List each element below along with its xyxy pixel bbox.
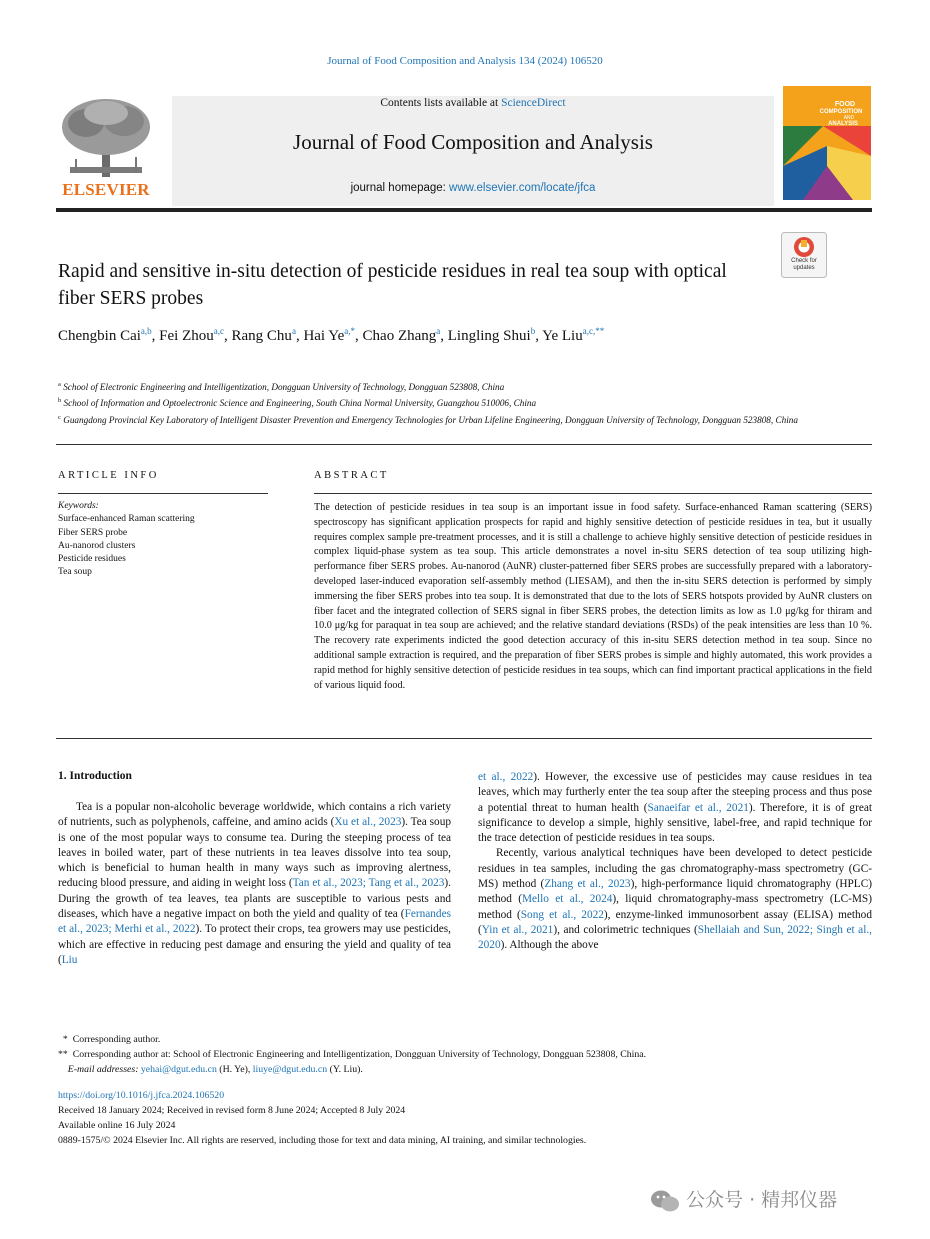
keywords-block <box>58 500 278 580</box>
cover-title-line-4: ANALYSIS <box>828 121 858 127</box>
publisher-name: ELSEVIER <box>62 180 150 199</box>
citation-link[interactable]: Song et al., 2022 <box>520 908 604 921</box>
citation-link[interactable]: et al., 2022 <box>478 771 534 783</box>
cover-title-line-1: FOOD <box>834 101 856 108</box>
wechat-watermark: 公众号 · 精邦仪器 <box>650 1185 910 1217</box>
abstract-rule <box>314 493 872 494</box>
author[interactable]: Chengbin Cai$^{a,b}$, <box>58 326 160 344</box>
article-info-rule <box>58 493 268 494</box>
doi-link[interactable]: https://doi.org/10.1016/j.jfca.2024.106520 <box>58 1090 225 1101</box>
journal-homepage: journal homepage: www.elsevier.com/locate/jfca <box>350 182 596 194</box>
keyword: Pesticide residues <box>58 554 126 565</box>
author[interactable]: Fei Zhou$^{a,c}$, <box>159 326 232 344</box>
paragraph: et al., 2022). However, the excessive use of pesticides may cause residues in tea leaves, which may furtherly enter the tea soup after the steeping process and thus pose a potential threat to human health (Sanaeifar et al., 2021). Therefore, it is of great significance to develop a simple, highly sensitive, label-free, and rapid technique for the trace detection of pesticide residues in tea soups. <box>478 771 873 845</box>
citation-link[interactable]: Xu et al., 2023 <box>334 816 402 829</box>
keyword: Au-nanorod clusters <box>58 540 136 551</box>
body-column-left <box>58 800 451 968</box>
sciencedirect-link[interactable]: ScienceDirect <box>501 97 566 109</box>
wechat-icon <box>650 1188 680 1214</box>
body-column-right <box>478 770 872 954</box>
header-divider <box>56 208 872 212</box>
contents-line: Contents lists available at ScienceDirect <box>380 97 566 109</box>
cover-title-line-3: AND <box>843 115 855 121</box>
received-dates: Received 18 January 2024; Received in revised form 8 June 2024; Accepted 8 July 2024 <box>58 1105 406 1116</box>
affiliation: $^c$ Guangdong Provincial Key Laboratory of Intelligent Disaster Prevention and Emergency Technologies for Urban Lifeline Engineering, Dongguan University of Technology, Dongguan 523808, China <box>58 413 798 425</box>
author[interactable]: Ye Liu$^{a,c,**}$ <box>542 326 605 344</box>
affiliations <box>58 378 858 427</box>
author-list <box>58 326 868 345</box>
keyword: Fiber SERS probe <box>58 527 128 538</box>
author[interactable]: Lingling Shui$^b$, <box>447 326 543 344</box>
footnote: ** Corresponding author at: School of Electronic Engineering and Intelligentization, Dongguan University of Technology, Dongguan 523808, China. <box>58 1049 647 1060</box>
journal-reference[interactable]: Journal of Food Composition and Analysis 134 (2024) 106520 <box>327 55 603 67</box>
author[interactable]: Chao Zhang$^a$, <box>362 326 448 344</box>
email-link[interactable]: liuye@dgut.edu.cn <box>252 1064 328 1075</box>
affiliation: $^a$ School of Electronic Engineering and Intelligentization, Dongguan University of Technology, Dongguan 523808, China <box>58 381 505 393</box>
section-divider <box>56 444 872 445</box>
citation-link[interactable]: Yin et al., 2021 <box>481 923 554 936</box>
section-divider <box>56 738 872 739</box>
cover-title-line-2: COMPOSITION <box>819 109 863 115</box>
keyword: Surface-enhanced Raman scattering <box>58 514 195 525</box>
author[interactable]: Hai $Ye^{a,*}$, <box>303 326 363 344</box>
citation-link[interactable]: Shellaiah and Sun, 2022; Singh et al., 2020 <box>478 923 872 952</box>
journal-cover-image <box>783 86 871 200</box>
keyword: Tea soup <box>58 567 92 578</box>
introduction-heading: 1. Introduction <box>58 770 132 782</box>
crossmark-label: Check for updates <box>791 258 817 271</box>
citation-link[interactable]: Tan et al., 2023; Tang et al., 2023 <box>292 877 445 890</box>
citation-link[interactable]: Mello et al., 2024 <box>521 893 613 906</box>
footnote: * Corresponding author. <box>62 1034 161 1045</box>
online-date: Available online 16 July 2024 <box>58 1120 176 1131</box>
keywords-label: Keywords: <box>58 501 99 511</box>
citation-link[interactable]: Sanaeifar et al., 2021 <box>647 801 749 814</box>
email-link[interactable]: yehai@dgut.edu.cn <box>140 1064 217 1075</box>
abstract-heading: ABSTRACT <box>314 470 389 481</box>
publication-info <box>58 1088 868 1148</box>
author[interactable]: Rang Chu$^a$, <box>231 326 304 344</box>
article-info-heading: ARTICLE INFO <box>58 470 159 481</box>
journal-title: Journal of Food Composition and Analysis <box>293 130 653 154</box>
footnotes <box>58 1032 868 1077</box>
email-line: E-mail addresses: yehai@dgut.edu.cn (H. Ye), liuye@dgut.edu.cn (Y. Liu). <box>67 1064 363 1075</box>
citation-link[interactable]: Liu <box>61 953 78 966</box>
copyright: 0889-1575/© 2024 Elsevier Inc. All rights are reserved, including those for text and data mining, AI training, and similar technologies. <box>58 1135 587 1146</box>
article-title: Rapid and sensitive in-situ detection of pesticide residues in real tea soup with optical fiber SERS probes <box>58 261 727 309</box>
paragraph: Recently, various analytical techniques have been developed to detect pesticide residues in tea samples, including the gas chromatography-mass spectrometry (GC-MS) method (Zhang et al., 2023), high-performance liquid chromatography (HPLC) method (Mello et al., 2024), liquid chromatography-mass spectrometry (LC-MS) method (Song et al., 2022), enzyme-linked immunosorbent assay (ELISA) method (Yin et al., 2021), and colorimetric techniques (Shellaiah and Sun, 2022; Singh et al., 2020). Although the above <box>478 847 873 952</box>
abstract-text: The detection of pesticide residues in tea soup is an important issue in food safety. Surface-enhanced Raman scattering (SERS) spectroscopy has significant application prospects for rapid and highly sensitive detection of pesticide residues in tea, but it usually requires complex sample pre-treatment processes, and it is still a challenge to achieve highly sensitive detection of pesticide residues in complex liquid-phase system as tea soup. This article demonstrates a novel in-situ SERS detection of tea soup utilizing high-performance fiber SERS probes. Au-nanorod (AuNR) cluster-patterned fiber SERS probes are successfully prepared with a laboratory-developed laser-induced evaporation self-assembly method (LIESAM), and then the in-situ SERS detection is performed by simply immersing the fiber SERS probes into tea soup. It is demonstrated that due to the lots of SERS hotspots provided by AuNR clusters on fiber facet and the integrated collection of SERS signal in fiber SERS probes, the detection limits as low as 1.0 μg/kg for thiram and 10.0 μg/kg for paraquat in tea soup are achieved; and the relative standard deviations (RSDs) of the peak intensities are less than 10 %. The recovery rate experiments indicted the good detection accuracy of this in-situ SERS detection method in tea soup. Since no additional sample extraction is required, and the preparation of fiber SERS probes is simple and highly automated, this work provides a rapid method for highly sensitive detection of pesticide residues in tea soups, which can find important practical applications in the field of various liquid food. <box>314 502 872 691</box>
affiliation: $^b$ School of Information and Optoelectronic Science and Engineering, South China Normal University, Guangzhou 510006, China <box>58 397 537 409</box>
paragraph: Tea is a popular non-alcoholic beverage worldwide, which contains a rich variety of nutrients, such as polyphenols, caffeine, and amino acids (Xu et al., 2023). Tea soup is one of the most popular ways to consume tea. During the steeping process of tea leaves in boiled water, part of these nutrients in tea leaves dissolve into tea soup, which is beneficial to human health in many ways such as improving alertness, reducing blood pressure, and aiding in weight loss (Tan et al., 2023; Tang et al., 2023). During the growth of tea leaves, tea plants are susceptible to various pests and diseases, which have a negative impact on both the yield and quality of tea (Fernandes et al., 2023; Merhi et al., 2022). To protect their crops, tea growers may use pesticides, which are effective in reducing pest damage and ensuring the yield and quality of tea (Liu <box>58 801 451 966</box>
citation-link[interactable]: Fernandes et al., 2023; Merhi et al., 2022 <box>58 908 451 936</box>
citation-link[interactable]: Zhang et al., 2023 <box>544 878 631 891</box>
homepage-link[interactable]: www.elsevier.com/locate/jfca <box>449 182 596 194</box>
